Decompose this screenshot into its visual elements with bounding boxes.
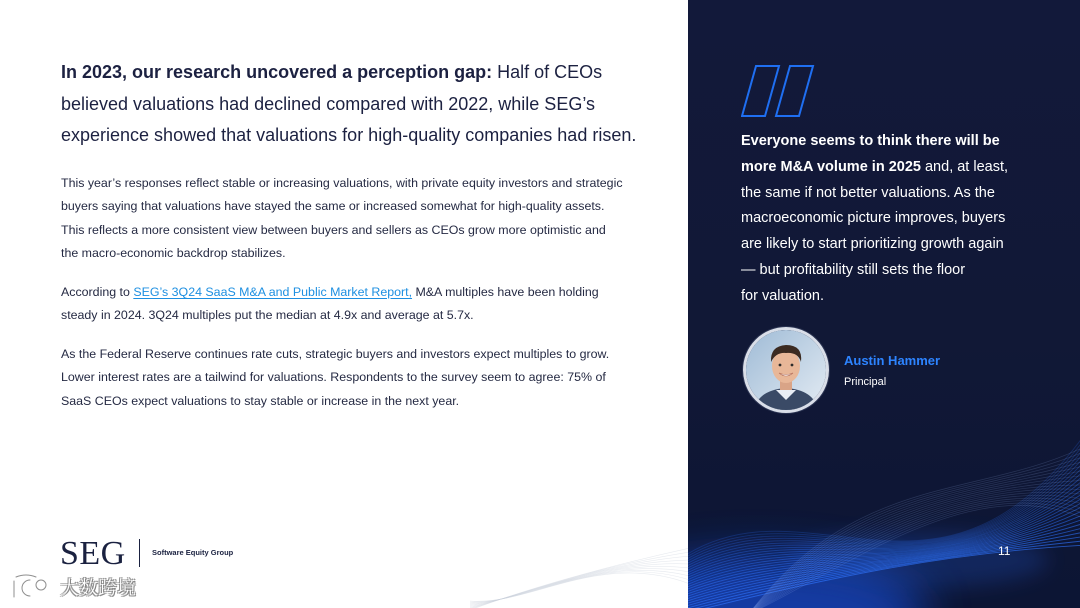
body-line: This year’s responses reflect stable or increasing valuations, with private equity investors and strategic: [61, 176, 623, 190]
quote-mark-icon: [741, 64, 815, 118]
lead-line: experience showed that valuations for high-quality companies had risen.: [61, 125, 637, 145]
author-title: Principal: [844, 376, 887, 388]
report-link[interactable]: SEG’s 3Q24 SaaS M&A and Public Market Report,: [133, 285, 413, 299]
pull-quote: [741, 129, 1008, 310]
quote-line: — but profitability still sets the floor: [741, 261, 966, 278]
body-line: Lower interest rates are a tailwind for valuations. Respondents to the survey seem to agree: 75% of: [61, 370, 606, 385]
quote-panel: [688, 0, 1080, 608]
wave-line: [470, 564, 688, 606]
avatar: [743, 327, 829, 413]
watermark: [8, 572, 148, 604]
lead-highlight: In 2023, our research uncovered a perception gap:: [61, 62, 493, 82]
body-line: steady in 2024. 3Q24 multiples put the median at 4.9x and average at 5.7x.: [61, 308, 474, 323]
brand-name: Software Equity Group: [152, 548, 234, 557]
body-text: M&A multiples have been holding: [412, 285, 599, 299]
brand-logo: SEG: [60, 535, 126, 572]
lead-line: believed valuations had declined compared with 2022, while SEG’s: [61, 93, 595, 114]
quote-line: [741, 155, 1008, 181]
body-line: buyers saying that valuations have stayed the same or increased somewhat for high-quality assets.: [61, 199, 605, 214]
quote-mark-bar: [776, 66, 813, 116]
body-paragraph-multiples: [61, 281, 599, 328]
quote-mark-bar: [742, 66, 779, 116]
body-text: According to: [61, 285, 134, 299]
quote-line: for valuation.: [741, 287, 825, 304]
watermark-logo-icon: [8, 573, 50, 603]
decorative-waves: [470, 528, 688, 608]
body-line: the macro-economic backdrop stabilizes.: [61, 246, 286, 261]
quote-line: the same if not better valuations. As the: [741, 184, 995, 201]
quote-line: are likely to start prioritizing growth again: [741, 236, 1004, 253]
quote-text: and, at least,: [920, 158, 1009, 175]
author-name: Austin Hammer: [844, 353, 941, 368]
body-line: [61, 281, 599, 304]
avatar-photo: [746, 330, 826, 410]
quote-highlight: more M&A volume in 2025: [741, 158, 921, 175]
quote-line: macroeconomic picture improves, buyers: [741, 210, 1006, 227]
brand-divider: [139, 539, 140, 567]
body-paragraph-rates: [61, 343, 609, 413]
watermark-text: 大数跨境: [60, 577, 137, 599]
lead-paragraph: [61, 57, 636, 152]
lead-line: [61, 57, 636, 89]
quote-line: [741, 129, 1008, 155]
wave-line: [470, 566, 688, 605]
quote-highlight: Everyone seems to think there will be: [741, 133, 1000, 149]
body-line: As the Federal Reserve continues rate cuts, strategic buyers and investors expect multiples to grow.: [61, 347, 610, 361]
body-line: This reflects a more consistent view between buyers and sellers as CEOs grow more optimistic and: [61, 222, 606, 237]
page-number: 11: [998, 544, 1011, 558]
lead-text: Half of CEOs: [492, 62, 603, 82]
wave-line: [470, 560, 688, 607]
wave-line: [470, 556, 688, 608]
body-paragraph-valuations: [61, 172, 623, 266]
body-line: SaaS CEOs expect valuations to stay stable or increase in the next year.: [61, 393, 460, 408]
